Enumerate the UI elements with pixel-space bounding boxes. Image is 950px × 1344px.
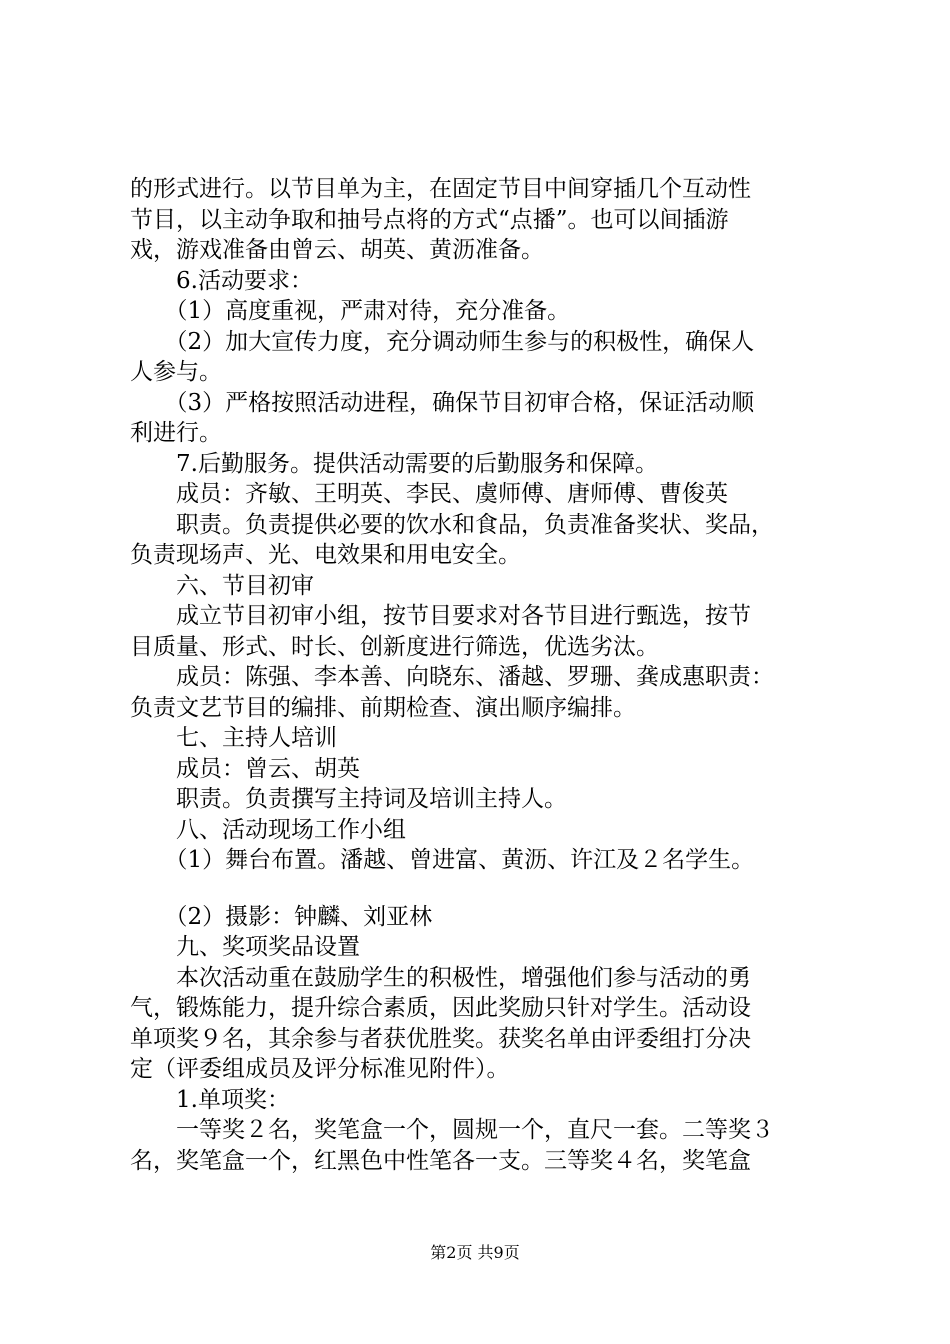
section-heading: 八、活动现场工作小组 [130,816,406,843]
text-line: 戏，游戏准备由曾云、胡英、黄沥准备。 [130,237,544,263]
text-line: 名，奖笔盒一个，红黑色中性笔各一支。三等奖４名，奖笔盒 [130,1147,751,1174]
text-line: 成立节目初审小组，按节目要求对各节目进行甄选，按节 [130,603,751,629]
text-line: （3）严格按照活动进程，确保节目初审合格，保证活动顺 [130,389,755,416]
paragraph-gap [130,876,850,902]
text-line: 的形式进行。以节目单为主，在固定节目中间穿插几个互动性 [130,176,751,202]
section-heading: 七、主持人培训 [130,725,337,751]
text-line: 职责。负责撰写主持词及培训主持人。 [130,786,567,812]
text-line: 成员：齐敏、王明英、李民、虞师傅、唐师傅、曹俊英 [130,481,728,507]
text-line: （2）加大宣传力度，充分调动师生参与的积极性，确保人 [130,328,755,355]
text-line: 一等奖２名，奖笔盒一个，圆规一个，直尺一套。二等奖３ [130,1117,774,1143]
text-line: 气，锻炼能力，提升综合素质，因此奖励只针对学生。活动设 [130,995,751,1021]
text-line: （1）高度重视，严肃对待，充分准备。 [130,298,571,324]
section-heading: 六、节目初审 [130,572,314,599]
text-line: 目质量、形式、时长、创新度进行筛选，优选劣汰。 [130,633,659,660]
document-body [130,174,850,1176]
text-line: 负责文艺节目的编排、前期检查、演出顺序编排。 [130,694,636,721]
section-heading: 6.活动要求： [130,267,313,294]
text-line: 人参与。 [130,359,222,385]
page-number-footer: 第2页 共9页 [430,1243,520,1262]
text-line: 定（评委组成员及评分标准见附件）。 [130,1056,510,1082]
section-heading: 九、奖项奖品设置 [130,934,360,960]
text-line: 利进行。 [130,420,222,446]
section-heading: 7.后勤服务。提供活动需要的后勤服务和保障。 [130,450,658,477]
text-line: 职责。负责提供必要的饮水和食品，负责准备奖状、奖品， [130,511,774,538]
text-line: 本次活动重在鼓励学生的积极性，增强他们参与活动的勇 [130,964,751,991]
text-line: （1）舞台布置。潘越、曾进富、黄沥、许江及２名学生。 [130,847,755,873]
text-line: 成员：曾云、胡英 [130,755,360,782]
text-line: 成员：陈强、李本善、向晓东、潘越、罗珊、龚成惠职责： [130,664,774,690]
text-line: 节目，以主动争取和抽号点将的方式“点播”。也可以间插游 [130,206,729,233]
section-heading: 1.单项奖： [130,1086,290,1113]
text-line: 单项奖９名，其余参与者获优胜奖。获奖名单由评委组打分决 [130,1025,751,1052]
text-line: 负责现场声、光、电效果和用电安全。 [130,542,521,568]
text-line: （2）摄影：钟麟、刘亚林 [130,903,433,930]
